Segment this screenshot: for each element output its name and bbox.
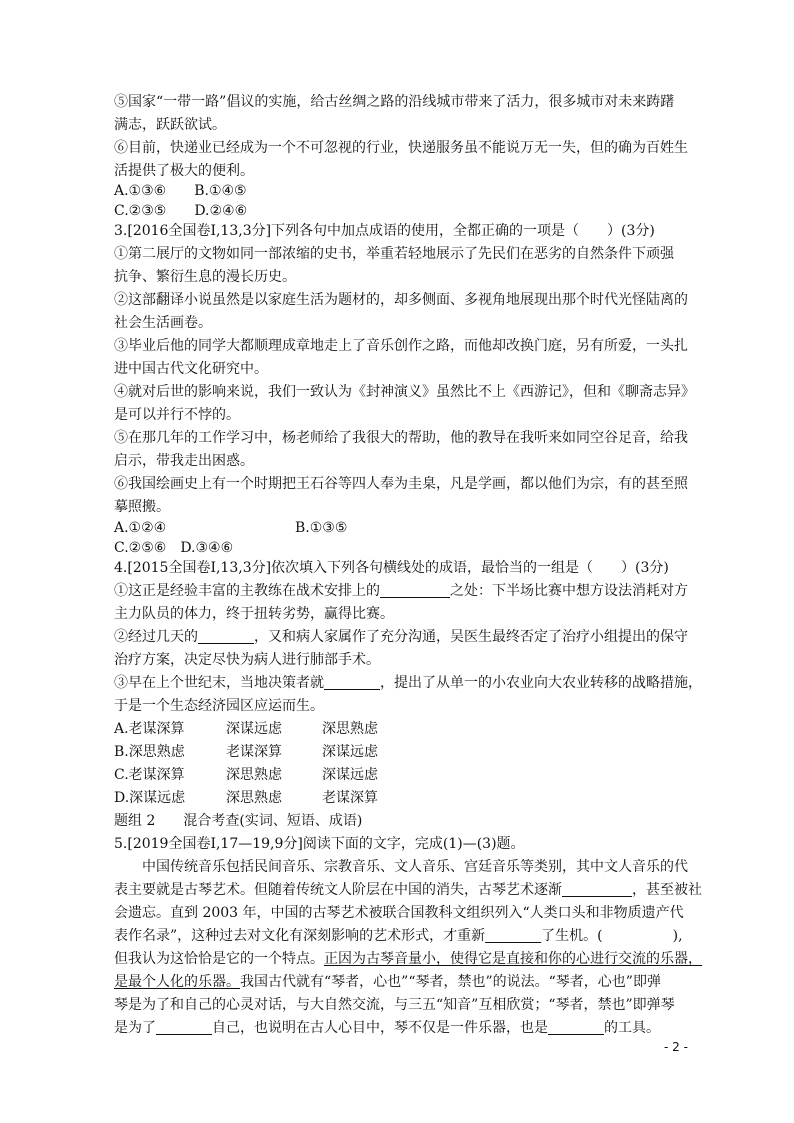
text-line: 启示，带我走出困惑。: [114, 453, 254, 469]
question-stem: 3.[2016全国卷Ⅰ,13,3分]下列各句中加点成语的使用，全都正确的一项是（ ）(3分): [114, 223, 655, 239]
text-line: ①这正是经验丰富的主教练在战术安排上的 之处：下半场比赛中想方设法消耗对方: [114, 583, 688, 599]
text-line: 抗争、繁衍生息的漫长历史。: [114, 269, 296, 285]
text-line: 进中国古代文化研究中。: [114, 361, 268, 377]
passage-line: 是为了 自己，也说明在古人心目中，琴不仅是一件乐器，也是 的工具。: [114, 1020, 660, 1036]
question-stem: 4.[2015全国卷Ⅰ,13,3分]依次填入下列各句横线处的成语，最恰当的一组是（ ）(3分): [114, 560, 669, 576]
text-line: ③毕业后他的同学大都顺理成章地走上了音乐创作之路，而他却改换门庭，另有所爱，一头扎: [114, 338, 688, 354]
text-line: ②这部翻译小说虽然是以家庭生活为题材的，却多侧面、多视角地展现出那个时代光怪陆离的: [114, 292, 688, 308]
passage-line: 琴是为了和自己的心灵对话，与大自然交流，与三五“知音”互相欣赏；“琴者，禁也”即弹琴: [114, 997, 675, 1013]
option-c: C.②⑤⑥: [114, 540, 167, 556]
text-line: 摹照搬。: [114, 499, 170, 515]
text-line: 主力队员的体力，终于扭转劣势，赢得比赛。: [114, 606, 394, 622]
passage-line: 表主要就是古琴艺术。但随着传统文人阶层在中国的消失，古琴艺术逐渐 ，甚至被社: [114, 882, 702, 898]
text-line: 社会生活画卷。: [114, 315, 212, 331]
option-a: A.①②④: [114, 520, 167, 536]
answer-options: C.②③⑤ D.②④⑥: [114, 203, 248, 219]
text-line: 满志，跃跃欲试。: [114, 117, 226, 133]
option-row: B.深思熟虑 老谋深算 深谋远虑: [114, 744, 378, 760]
text-line: 于是一个生态经济园区应运而生。: [114, 698, 324, 714]
group-heading: 题组 2 混合考查(实词、短语、成语): [114, 813, 363, 829]
passage-line: 表作名录”，这种过去对文化有深刻影响的艺术形式，才重新 了生机。( ),: [114, 928, 683, 944]
text-line: 活提供了极大的便利。: [114, 163, 254, 179]
text-line: ④就对后世的影响来说，我们一致认为《封神演义》虽然比不上《西游记》，但和《聊斋志异》: [114, 384, 695, 400]
passage-line: 中国传统音乐包括民间音乐、宗教音乐、文人音乐、宫廷音乐等类别，其中文人音乐的代: [142, 859, 688, 875]
q3-options-row2: [114, 538, 233, 558]
text-line: ⑤在那几年的工作学习中，杨老师给了我很大的帮助，他的教导在我听来如同空谷足音，给我: [114, 430, 688, 446]
page-number: - 2 -: [664, 1040, 688, 1054]
text-line: 治疗方案，决定尽快为病人进行肺部手术。: [114, 652, 380, 668]
text-line: ②经过几天的 ，又和病人家属作了充分沟通，吴医生最终否定了治疗小组提出的保守: [114, 629, 688, 645]
q3-options-row1: [114, 518, 347, 538]
option-row: D.深谋远虑 深思熟虑 老谋深算: [114, 790, 378, 806]
question-stem: 5.[2019全国卷Ⅰ,17—19,9分]阅读下面的文字，完成(1)—(3)题。: [114, 836, 525, 852]
option-d: D.③④⑥: [180, 540, 234, 556]
passage-line: 是最个人化的乐器。我国古代就有“琴者，心也”“琴者，禁也”的说法。“琴者，心也”即弹: [114, 974, 661, 990]
text-line: ⑤国家“一带一路”倡议的实施，给古丝绸之路的沿线城市带来了活力，很多城市对未来踌躇: [114, 94, 675, 110]
answer-options: A.①③⑥ B.①④⑤: [114, 183, 247, 199]
passage-line: 会遗忘。直到 2003 年，中国的古琴艺术被联合国教科文组织列入“人类口头和非物质遗产代: [114, 905, 684, 921]
option-b: B.①③⑤: [295, 520, 348, 536]
passage-line: 但我认为这恰恰是它的一个特点。正因为古琴音量小，使得它是直接和你的心进行交流的乐器，: [114, 951, 702, 967]
option-row: C.老谋深算 深思熟虑 深谋远虑: [114, 767, 378, 783]
text-line: 是可以并行不悖的。: [114, 407, 240, 423]
text-line: ⑥目前，快递业已经成为一个不可忽视的行业，快递服务虽不能说万无一失，但的确为百姓生: [114, 140, 688, 156]
text-line: ③早在上个世纪末，当地决策者就 ，提出了从单一的小农业向大农业转移的战略措施，: [114, 675, 702, 691]
text-line: ①第二展厅的文物如同一部浓缩的史书，举重若轻地展示了先民们在恶劣的自然条件下顽强: [114, 246, 674, 262]
text-line: ⑥我国绘画史上有一个时期把王石谷等四人奉为圭臬，凡是学画，都以他们为宗，有的甚至照: [114, 476, 688, 492]
option-row: A.老谋深算 深谋远虑 深思熟虑: [114, 721, 378, 737]
